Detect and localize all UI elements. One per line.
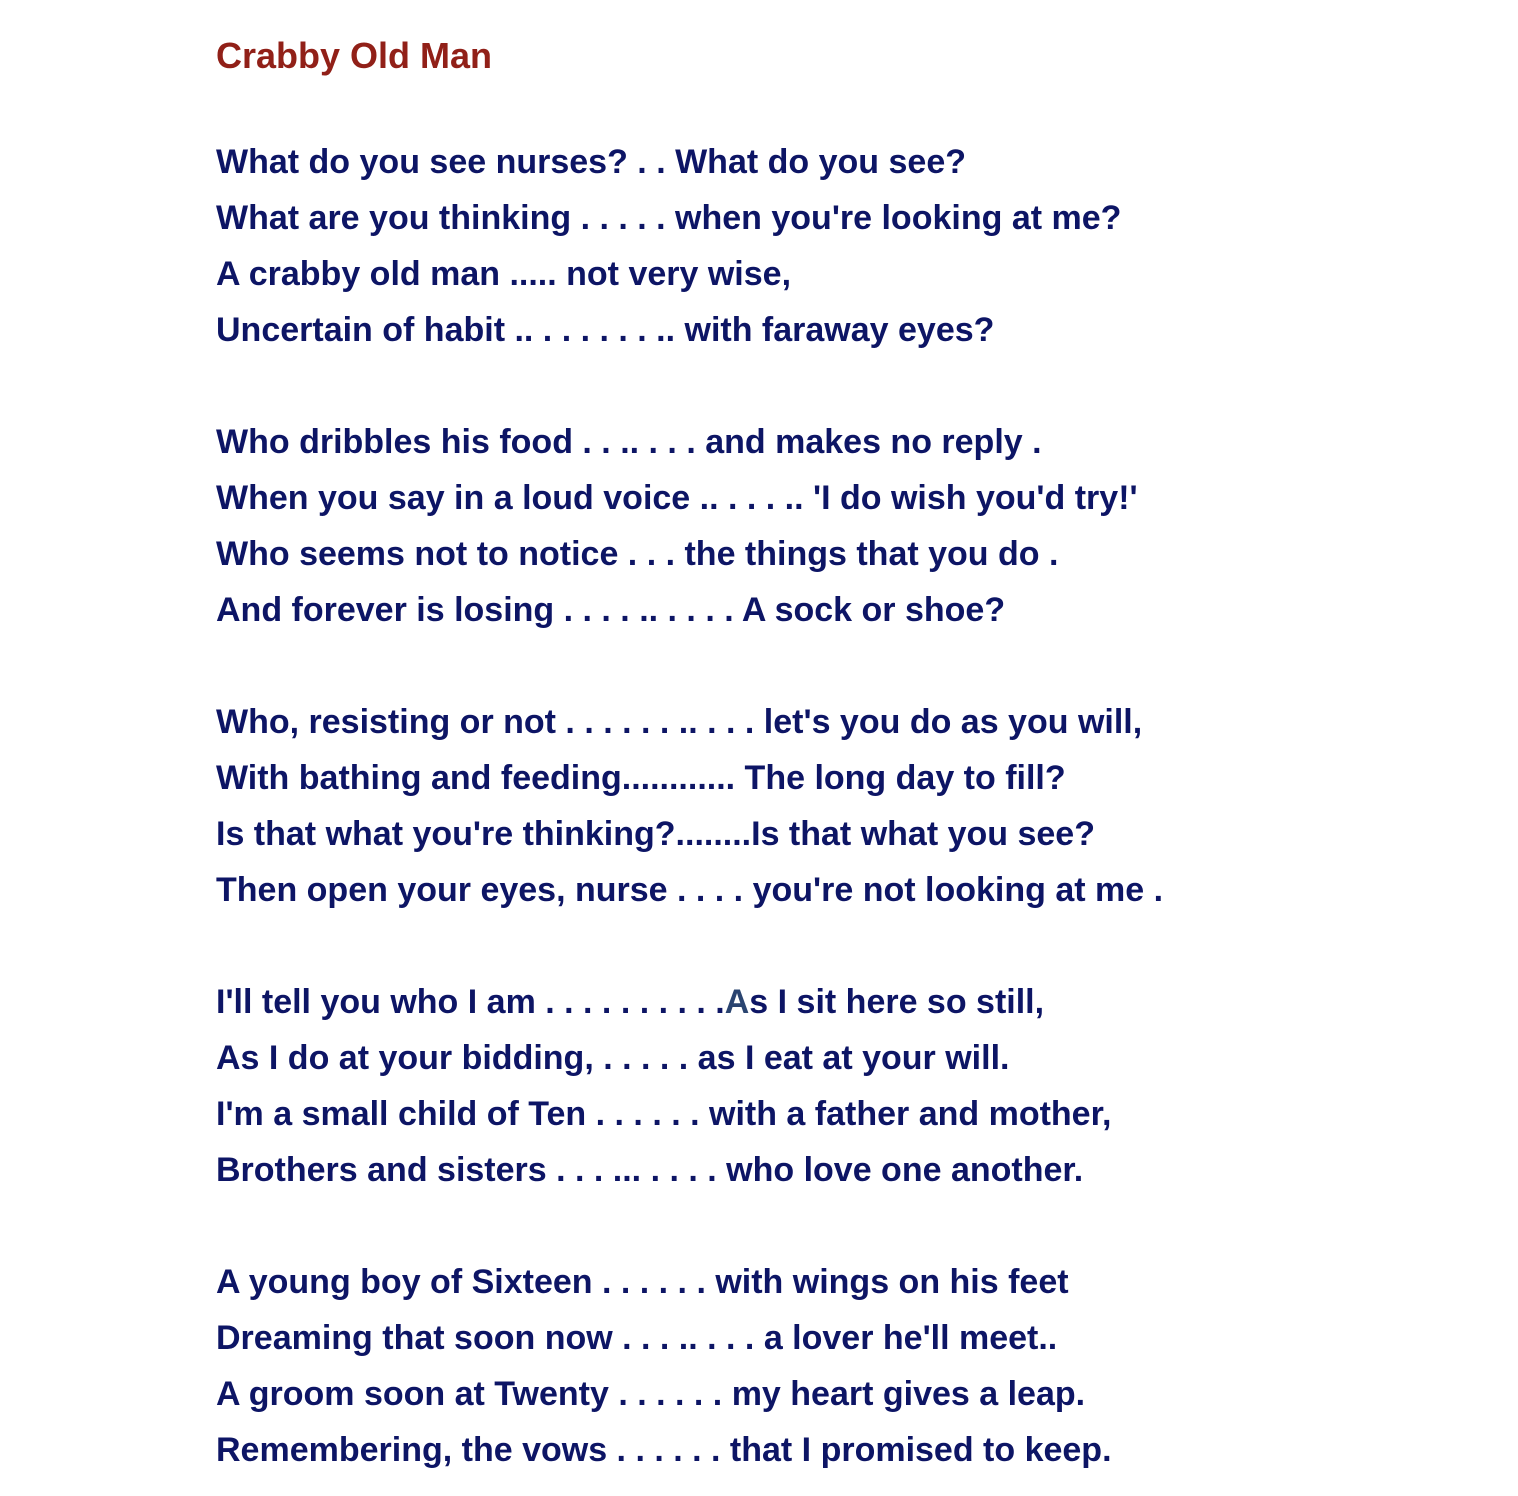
verse-line: Then open your eyes, nurse . . . . you're not looking at me . bbox=[216, 871, 1164, 909]
verse-line: A crabby old man ..... not very wise, bbox=[216, 255, 792, 293]
verse-line: Who, resisting or not . . . . . . .. . . . let's you do as you will, bbox=[216, 703, 1143, 741]
verse-line: Is that what you're thinking?........Is that what you see? bbox=[216, 815, 1095, 853]
verse-line: Dreaming that soon now . . . .. . . . a lover he'll meet.. bbox=[216, 1319, 1058, 1357]
verse-line: What do you see nurses? . . What do you see? bbox=[216, 143, 966, 181]
stanza-1 bbox=[216, 134, 1496, 358]
highlighted-letter: A bbox=[724, 983, 750, 1021]
stanza-2 bbox=[216, 414, 1496, 638]
stanza-3 bbox=[216, 694, 1496, 918]
verse-line: With bathing and feeding............ The long day to fill? bbox=[216, 759, 1066, 797]
stanza-4 bbox=[216, 974, 1496, 1198]
verse-line: A groom soon at Twenty . . . . . . my heart gives a leap. bbox=[216, 1375, 1086, 1413]
verse-line: As I do at your bidding, . . . . . as I eat at your will. bbox=[216, 1039, 1010, 1077]
poem-title: Crabby Old Man bbox=[216, 35, 493, 76]
verse-line: And forever is losing . . . . .. . . . . A sock or shoe? bbox=[216, 591, 1006, 629]
verse-line: What are you thinking . . . . . when you're looking at me? bbox=[216, 199, 1122, 237]
verse-line: I'm a small child of Ten . . . . . . with a father and mother, bbox=[216, 1095, 1112, 1133]
verse-line: Brothers and sisters . . . ... . . . . who love one another. bbox=[216, 1151, 1084, 1189]
poem-container bbox=[216, 0, 1496, 1478]
verse-line: Remembering, the vows . . . . . . that I promised to keep. bbox=[216, 1431, 1112, 1469]
verse-line bbox=[216, 974, 1496, 1030]
stanza-5 bbox=[216, 1254, 1496, 1478]
verse-line-segment: s I sit here so still, bbox=[749, 983, 1045, 1021]
verse-line-segment: I'll tell you who I am . . . . . . . . . . bbox=[216, 983, 725, 1021]
verse-line: A young boy of Sixteen . . . . . . with wings on his feet bbox=[216, 1263, 1069, 1301]
verse-line: Uncertain of habit .. . . . . . . .. with faraway eyes? bbox=[216, 311, 995, 349]
verse-line: Who dribbles his food . . .. . . . and makes no reply . bbox=[216, 423, 1042, 461]
verse-line: Who seems not to notice . . . the things that you do . bbox=[216, 535, 1059, 573]
verse-line: When you say in a loud voice .. . . . .. 'I do wish you'd try!' bbox=[216, 479, 1138, 517]
